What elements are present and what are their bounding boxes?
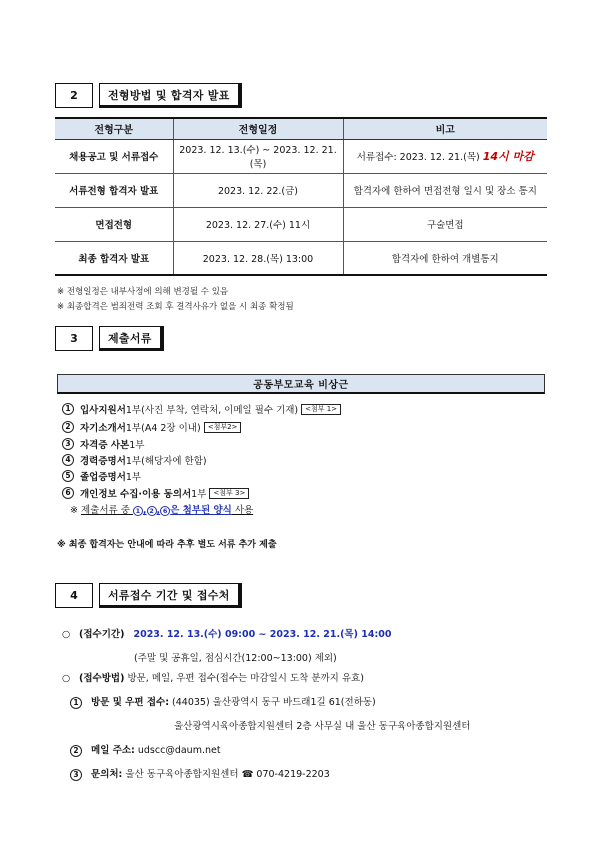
doc-name: 자기소개서: [80, 423, 126, 434]
section-number: 2: [55, 83, 93, 108]
doc-name: 자격증 사본: [80, 440, 130, 451]
mail-value: udscc@daum.net: [134, 745, 221, 756]
item-number: 6: [62, 487, 74, 499]
doc-item: [62, 486, 249, 500]
note-text: 서류접수: 2023. 12. 21.(목): [356, 152, 483, 163]
final-notice: ※ 최종 합격자는 안내에 따라 추후 별도 서류 추가 제출: [57, 540, 277, 550]
table-cell: 구술면접: [343, 207, 547, 241]
section-number: 3: [55, 326, 93, 351]
docs-box-title: 공동부모교육 비상근: [57, 374, 545, 394]
item-number: 5: [62, 470, 74, 482]
footnote-number: 6: [160, 506, 170, 516]
table-cell: 최종 합격자 발표: [55, 241, 173, 275]
table-row: [55, 241, 547, 275]
bullet-icon: ○: [62, 629, 71, 640]
table-row: [55, 173, 547, 207]
method-value: 방문, 메일, 우편 접수(접수는 마감일시 도착 분까지 유효): [124, 673, 364, 684]
table-cell: 2023. 12. 28.(목) 13:00: [173, 241, 343, 275]
doc-item: [62, 420, 241, 434]
submission-period: [62, 626, 392, 640]
footnote-number: 2: [147, 506, 157, 516]
schedule-note: ※ 최종합격은 범죄전력 조회 후 결격사유가 없을 시 최종 확정됨: [57, 302, 294, 312]
period-label: (접수기간): [79, 629, 125, 640]
bullet-icon: ○: [62, 673, 71, 684]
section-2-header: [55, 83, 242, 108]
item-number: 4: [62, 454, 74, 466]
attachment-tag: <첨부 1>: [301, 404, 341, 415]
section-title: 전형방법 및 합격자 발표: [99, 83, 242, 108]
section-title: 제출서류: [99, 326, 164, 351]
doc-name: 개인정보 수집·이용 동의서: [80, 489, 192, 500]
doc-desc: 1부(해당자에 한함): [125, 456, 207, 467]
table-cell: 면접전형: [55, 207, 173, 241]
item-number: 3: [70, 769, 82, 781]
doc-desc: 1부(A4 2장 이내): [125, 423, 201, 434]
section-number: 4: [55, 583, 93, 608]
visit-value: (44035) 울산광역시 동구 바드래1길 61(전하동): [169, 697, 376, 708]
mail-address: [70, 742, 221, 757]
table-cell: 2023. 12. 13.(수) ~ 2023. 12. 21.(목): [173, 139, 343, 173]
schedule-table: [55, 117, 547, 276]
table-header: 전형구분: [55, 118, 173, 139]
doc-name: 경력증명서: [80, 456, 126, 467]
section-4-header: [55, 583, 242, 608]
doc-desc: 1부: [125, 472, 142, 483]
table-row: [55, 207, 547, 241]
doc-item: [62, 469, 141, 483]
table-cell: 서류전형 합격자 발표: [55, 173, 173, 207]
doc-name: 입사지원서: [80, 405, 126, 416]
doc-desc: 1부(사진 부착, 연락처, 이메일 필수 기재): [125, 405, 299, 416]
mail-label: 메일 주소:: [91, 745, 135, 756]
visit-label: 방문 및 우편 접수:: [91, 697, 169, 708]
phone-icon: ☎: [241, 769, 254, 780]
table-header: 전형일정: [173, 118, 343, 139]
attachment-tag: <첨부2>: [204, 422, 242, 433]
period-exclusion: (주말 및 공휴일, 점심시간(12:00~13:00) 제외): [134, 653, 337, 664]
table-row: [55, 139, 547, 173]
phone-number: 070-4219-2203: [253, 769, 330, 780]
doc-item: [62, 402, 341, 416]
doc-name: 졸업증명서: [80, 472, 126, 483]
footnote-number: 1: [133, 506, 143, 516]
table-cell: 채용공고 및 서류접수: [55, 139, 173, 173]
period-value: 2023. 12. 13.(수) 09:00 ~ 2023. 12. 21.(목) 14:00: [133, 629, 392, 640]
contact: [70, 766, 330, 781]
deadline-emphasis: 14시 마감: [482, 150, 534, 163]
attachment-tag: <첨부 3>: [209, 488, 249, 499]
contact-label: 문의처:: [91, 769, 123, 780]
docs-footnote: ※ 제출서류 중 1 , 2 , 6 은 첨부된 양식 사용: [70, 505, 254, 516]
table-cell: [343, 139, 547, 173]
item-number: 2: [70, 745, 82, 757]
doc-item: [62, 453, 207, 467]
item-number: 1: [70, 697, 82, 709]
table-cell: 2023. 12. 27.(수) 11시: [173, 207, 343, 241]
table-cell: 2023. 12. 22.(금): [173, 173, 343, 207]
table-cell: 합격자에 한하여 개별통지: [343, 241, 547, 275]
submission-method: [62, 670, 364, 684]
item-number: 3: [62, 438, 74, 450]
section-3-header: [55, 326, 164, 351]
table-header: 비고: [343, 118, 547, 139]
item-number: 1: [62, 403, 74, 415]
doc-desc: 1부: [191, 489, 207, 500]
visit-address-line2: 울산광역시육아종합지원센터 2층 사무실 내 울산 동구육아종합지원센터: [174, 721, 471, 732]
table-header-row: [55, 118, 547, 139]
doc-item: [62, 437, 144, 451]
section-title: 서류접수 기간 및 접수처: [99, 583, 242, 608]
table-cell: 합격자에 한하여 면접전형 일시 및 장소 통지: [343, 173, 547, 207]
method-label: (접수방법): [79, 673, 125, 684]
item-number: 2: [62, 421, 74, 433]
schedule-note: ※ 전형일정은 내부사정에 의해 변경될 수 있음: [57, 287, 229, 297]
visit-address: [70, 694, 376, 709]
doc-desc: 1부: [129, 440, 145, 451]
contact-value: 울산 동구육아종합지원센터: [122, 769, 242, 780]
